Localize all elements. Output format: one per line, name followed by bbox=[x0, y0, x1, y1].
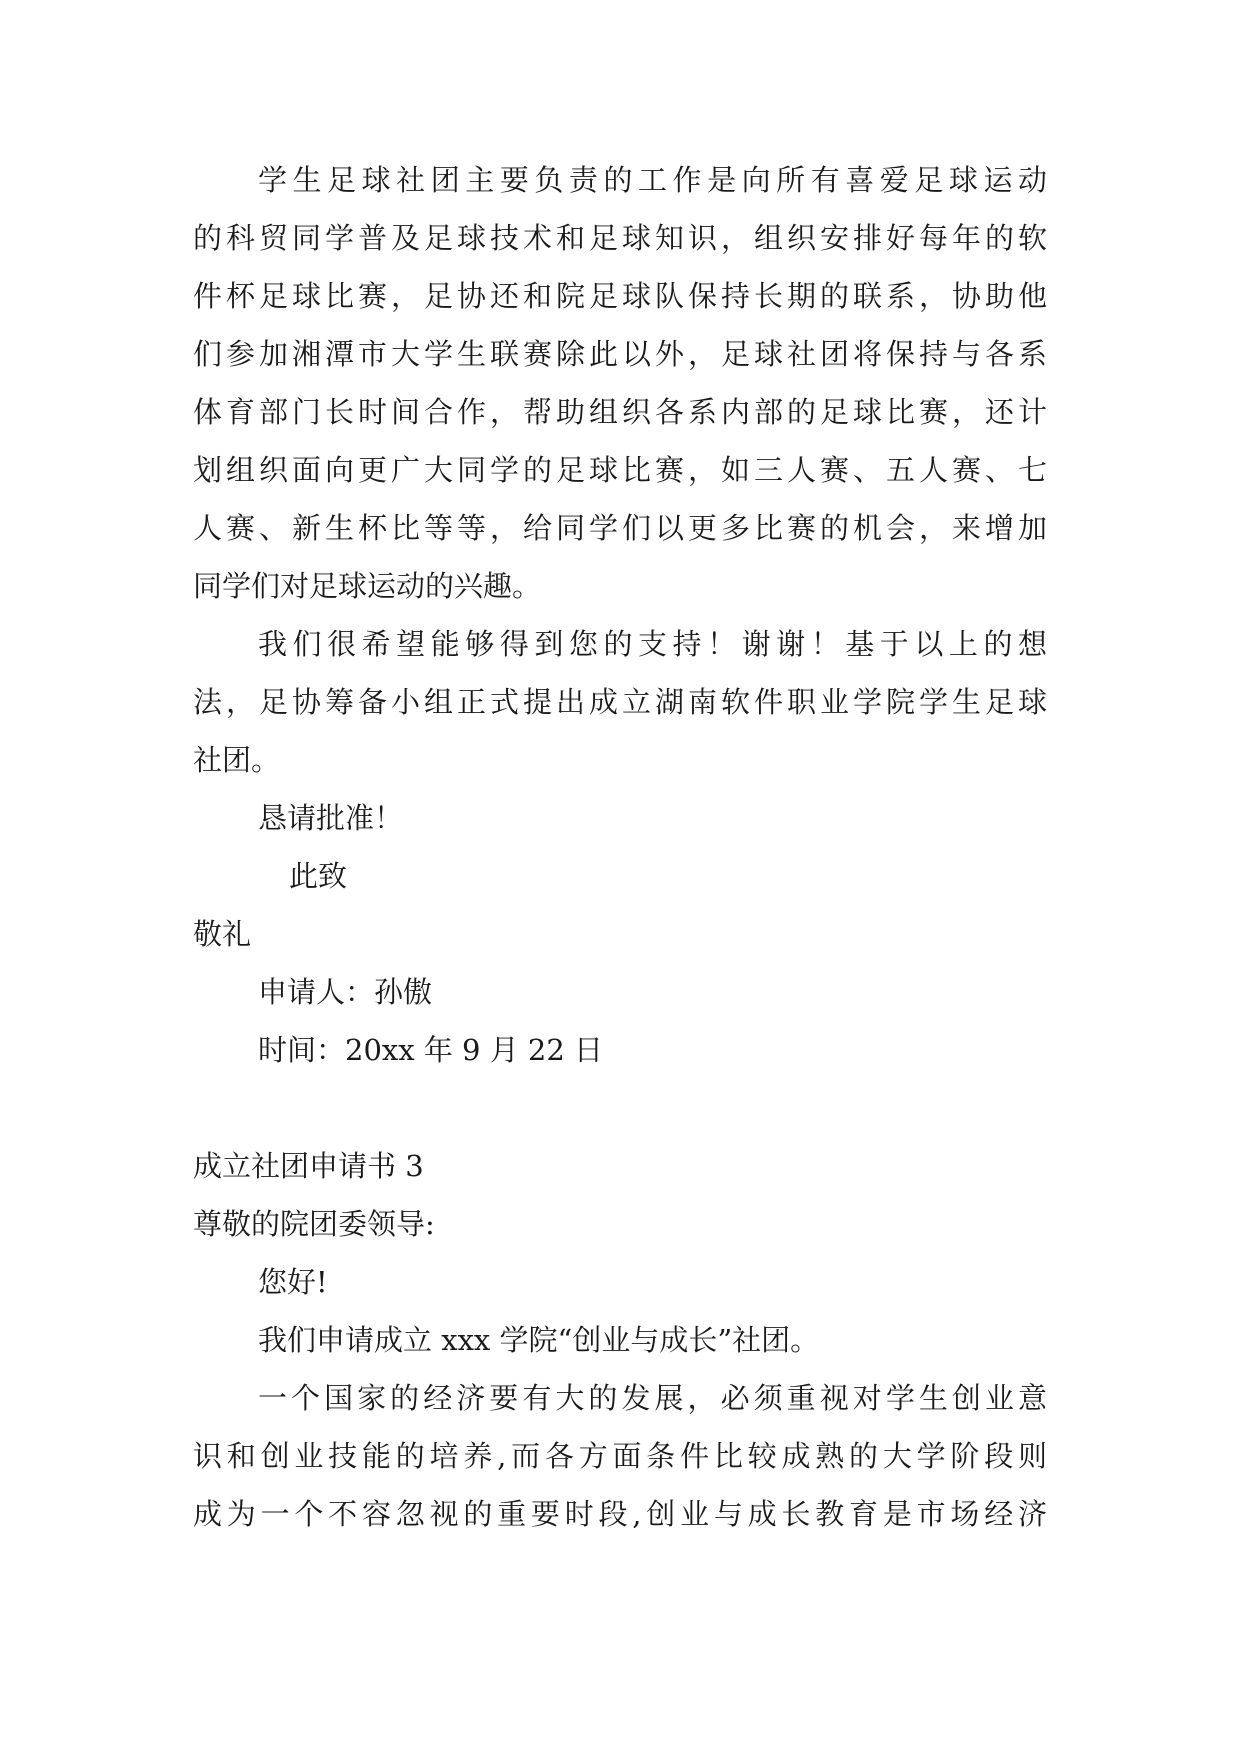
paragraph-line: 识和创业技能的培养,而各方面条件比较成熟的大学阶段则 bbox=[193, 1439, 1047, 1473]
paragraph-line: 成为一个不容忽视的重要时段,创业与成长教育是市场经济 bbox=[193, 1497, 1047, 1531]
paragraph-line: 件杯足球比赛，足协还和院足球队保持长期的联系，协助他 bbox=[193, 279, 1047, 313]
paragraph-line: 们参加湘潭市大学生联赛除此以外，足球社团将保持与各系 bbox=[193, 337, 1047, 371]
paragraph-line: 社团。 bbox=[193, 743, 281, 777]
closing-regards: 敬礼 bbox=[193, 917, 252, 951]
paragraph-line: 的科贸同学普及足球技术和足球知识，组织安排好每年的软 bbox=[193, 221, 1047, 255]
applicant: 申请人：孙傲 bbox=[258, 975, 433, 1009]
greeting: 您好! bbox=[258, 1265, 328, 1299]
paragraph-line: 法，足协筹备小组正式提出成立湖南软件职业学院学生足球 bbox=[193, 685, 1047, 719]
closing-salutation: 此致 bbox=[289, 859, 348, 893]
request-approval: 恳请批准！ bbox=[258, 801, 404, 835]
paragraph-line: 划组织面向更广大同学的足球比赛，如三人赛、五人赛、七 bbox=[193, 453, 1047, 487]
paragraph-line: 体育部门长时间合作，帮助组织各系内部的足球比赛，还计 bbox=[193, 395, 1047, 429]
addressee: 尊敬的院团委领导: bbox=[193, 1207, 435, 1241]
paragraph-line: 学生足球社团主要负责的工作是向所有喜爱足球运动 bbox=[258, 163, 1047, 197]
section-title: 成立社团申请书 3 bbox=[193, 1149, 424, 1183]
paragraph-line: 一个国家的经济要有大的发展，必须重视对学生创业意 bbox=[258, 1381, 1047, 1415]
paragraph-line: 我们很希望能够得到您的支持！谢谢！基于以上的想 bbox=[258, 627, 1047, 661]
paragraph-line: 人赛、新生杯比等等，给同学们以更多比赛的机会，来增加 bbox=[193, 511, 1047, 545]
paragraph-line: 同学们对足球运动的兴趣。 bbox=[193, 569, 542, 603]
paragraph-line: 我们申请成立 xxx 学院“创业与成长”社团。 bbox=[258, 1323, 820, 1357]
date-line: 时间：20xx 年 9 月 22 日 bbox=[258, 1033, 604, 1067]
